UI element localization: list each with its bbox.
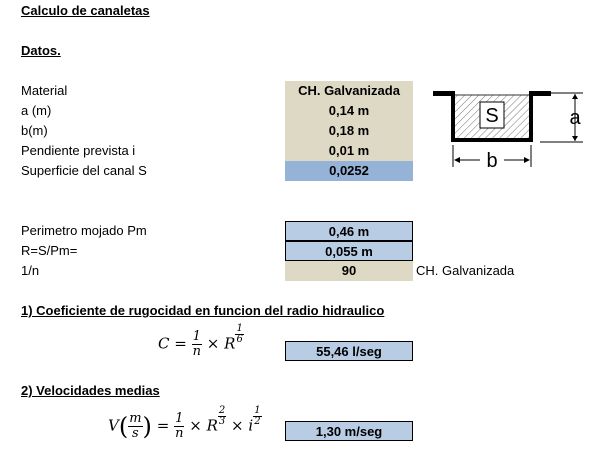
rugosity-result[interactable]: 55,46 l/seg [285, 341, 413, 361]
label-1-n: 1/n [21, 263, 40, 278]
velocity-result[interactable]: 1,30 m/seg [285, 421, 413, 441]
radio-cell[interactable]: 0,055 m [285, 241, 413, 261]
label-b: b(m) [21, 123, 48, 138]
rugosity-formula: C = $\frac{1}{n}$ × R $\frac{1}{6}$ [158, 323, 243, 359]
superficie-cell[interactable]: 0,0252 [285, 161, 413, 181]
velocity-formula: V( $\frac{m}{s}$ ) = $\frac{1}{n}$ × R $\frac{2}{3}$ × i $\frac{1}{2}$ [108, 405, 261, 441]
label-radio: R=S/Pm= [21, 243, 78, 258]
label-a: a (m) [21, 103, 52, 118]
material-note: CH. Galvanizada [416, 263, 515, 278]
page-title: Calculo de canaletas [21, 3, 150, 18]
height-label: a [569, 107, 581, 129]
label-superficie: Superficie del canal S [21, 163, 147, 178]
width-label: b [486, 150, 498, 172]
one-over-n-cell[interactable]: 90 [285, 261, 413, 281]
section1-heading: 1) Coeficiente de rugocidad en funcion del radio hidraulico [21, 303, 385, 318]
pendiente-cell[interactable]: 0,01 m [285, 141, 413, 161]
channel-diagram [425, 85, 595, 175]
section2-heading: 2) Velocidades medias [21, 383, 160, 398]
area-label: S [485, 105, 499, 127]
perimetro-cell[interactable]: 0,46 m [285, 221, 413, 241]
a-cell[interactable]: 0,14 m [285, 101, 413, 121]
material-cell[interactable]: CH. Galvanizada [285, 81, 413, 101]
label-material: Material [21, 83, 68, 98]
datos-heading: Datos. [21, 43, 61, 58]
label-perimetro: Perimetro mojado Pm [21, 223, 147, 238]
label-pendiente: Pendiente prevista i [21, 143, 136, 158]
b-cell[interactable]: 0,18 m [285, 121, 413, 141]
